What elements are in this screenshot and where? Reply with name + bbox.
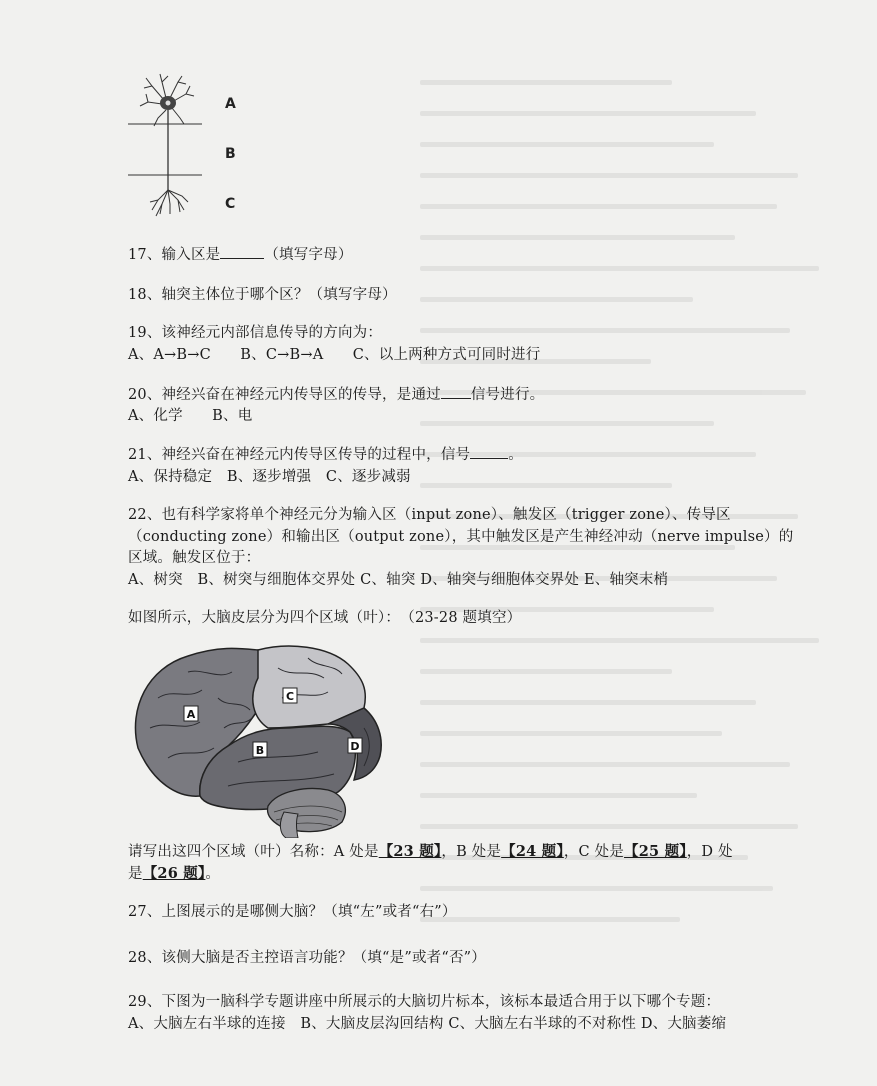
answer-blank-21[interactable] (470, 446, 508, 459)
q23-26-text-d: ，D 处 (686, 844, 733, 860)
question-21-text: 21、神经兴奋在神经元内传导区传导的过程中，信号 (128, 447, 471, 463)
question-22-options: A、树突 B、树突与细胞体交界处 C、轴突 D、轴突与细胞体交界处 E、轴突末梢 (128, 572, 669, 588)
brain-section-intro: 如图所示，大脑皮层分为四个区域（叶）： （23-28 题填空） (128, 610, 522, 626)
blank-26[interactable]: 【26 题】 (142, 865, 206, 882)
blank-24[interactable]: 【24 题】 (501, 843, 564, 860)
q23-26-text-b: ，B 处是 (441, 844, 502, 860)
blank-25[interactable]: 【25 题】 (624, 843, 687, 860)
question-20 (128, 383, 544, 404)
q23-26-prompt: 请写出这四个区域（叶）名称：A 处是 (128, 844, 379, 860)
question-17 (128, 243, 353, 264)
q23-26-text-c: ，C 处是 (563, 844, 625, 860)
q23-26-text-end: 。 (205, 866, 221, 882)
q23-26-text-e: 是 (128, 866, 143, 882)
blank-23[interactable]: 【23 题】 (378, 843, 442, 860)
neuron-label-a: A (225, 96, 236, 112)
question-17-suffix: （填写字母） (264, 247, 353, 263)
question-29: 29、下图为一脑科学专题讲座中所展示的大脑切片标本，该标本最适合用于以下哪个专题： (128, 994, 721, 1010)
question-19-options: A、A→B→C B、C→B→A C、以上两种方式可同时进行 (128, 347, 541, 363)
neuron-label-b: B (225, 146, 236, 162)
question-23-26-line-2 (128, 862, 220, 883)
neuron-diagram (122, 72, 222, 222)
neuron-label-c: C (225, 196, 236, 212)
question-27: 27、上图展示的是哪侧大脑？（填“左”或者“右”） (128, 904, 457, 920)
question-20-suffix: 信号进行。 (470, 387, 545, 403)
question-22-line-1: 22、也有科学家将单个神经元分为输入区（input zone）、触发区（trigger zone）、传导区 (128, 507, 731, 523)
question-29-options: A、大脑左右半球的连接 B、大脑皮层沟回结构 C、大脑左右半球的不对称性 D、大脑萎缩 (128, 1016, 727, 1032)
question-19: 19、该神经元内部信息传导的方向为： (128, 325, 383, 341)
question-20-text: 20、神经兴奋在神经元内传导区的传导，是通过 (128, 387, 441, 403)
question-28: 28、该侧大脑是否主控语言功能？（填“是”或者“否”） (128, 950, 486, 966)
question-17-text: 17、输入区是 (128, 247, 221, 263)
brain-label-a: A (186, 708, 196, 721)
question-18: 18、轴突主体位于哪个区？（填写字母） (128, 287, 397, 303)
brain-lobes-diagram (128, 628, 390, 838)
answer-blank-17[interactable] (220, 246, 264, 259)
brain-label-c: C (285, 690, 295, 703)
question-20-options: A、化学 B、电 (128, 408, 253, 424)
brain-label-d: D (350, 740, 360, 753)
question-21-options: A、保持稳定 B、逐步增强 C、逐步减弱 (128, 469, 411, 485)
question-22-line-2: （conducting zone）和输出区（output zone），其中触发区是产生神经冲动（nerve impulse）的 (128, 529, 794, 545)
question-22-line-3: 区域。触发区位于： (128, 550, 261, 566)
brain-label-b: B (255, 744, 265, 757)
question-21-suffix: 。 (508, 447, 523, 463)
answer-blank-20[interactable] (441, 386, 471, 399)
question-21 (128, 443, 523, 464)
question-23-26-line-1 (128, 840, 733, 861)
